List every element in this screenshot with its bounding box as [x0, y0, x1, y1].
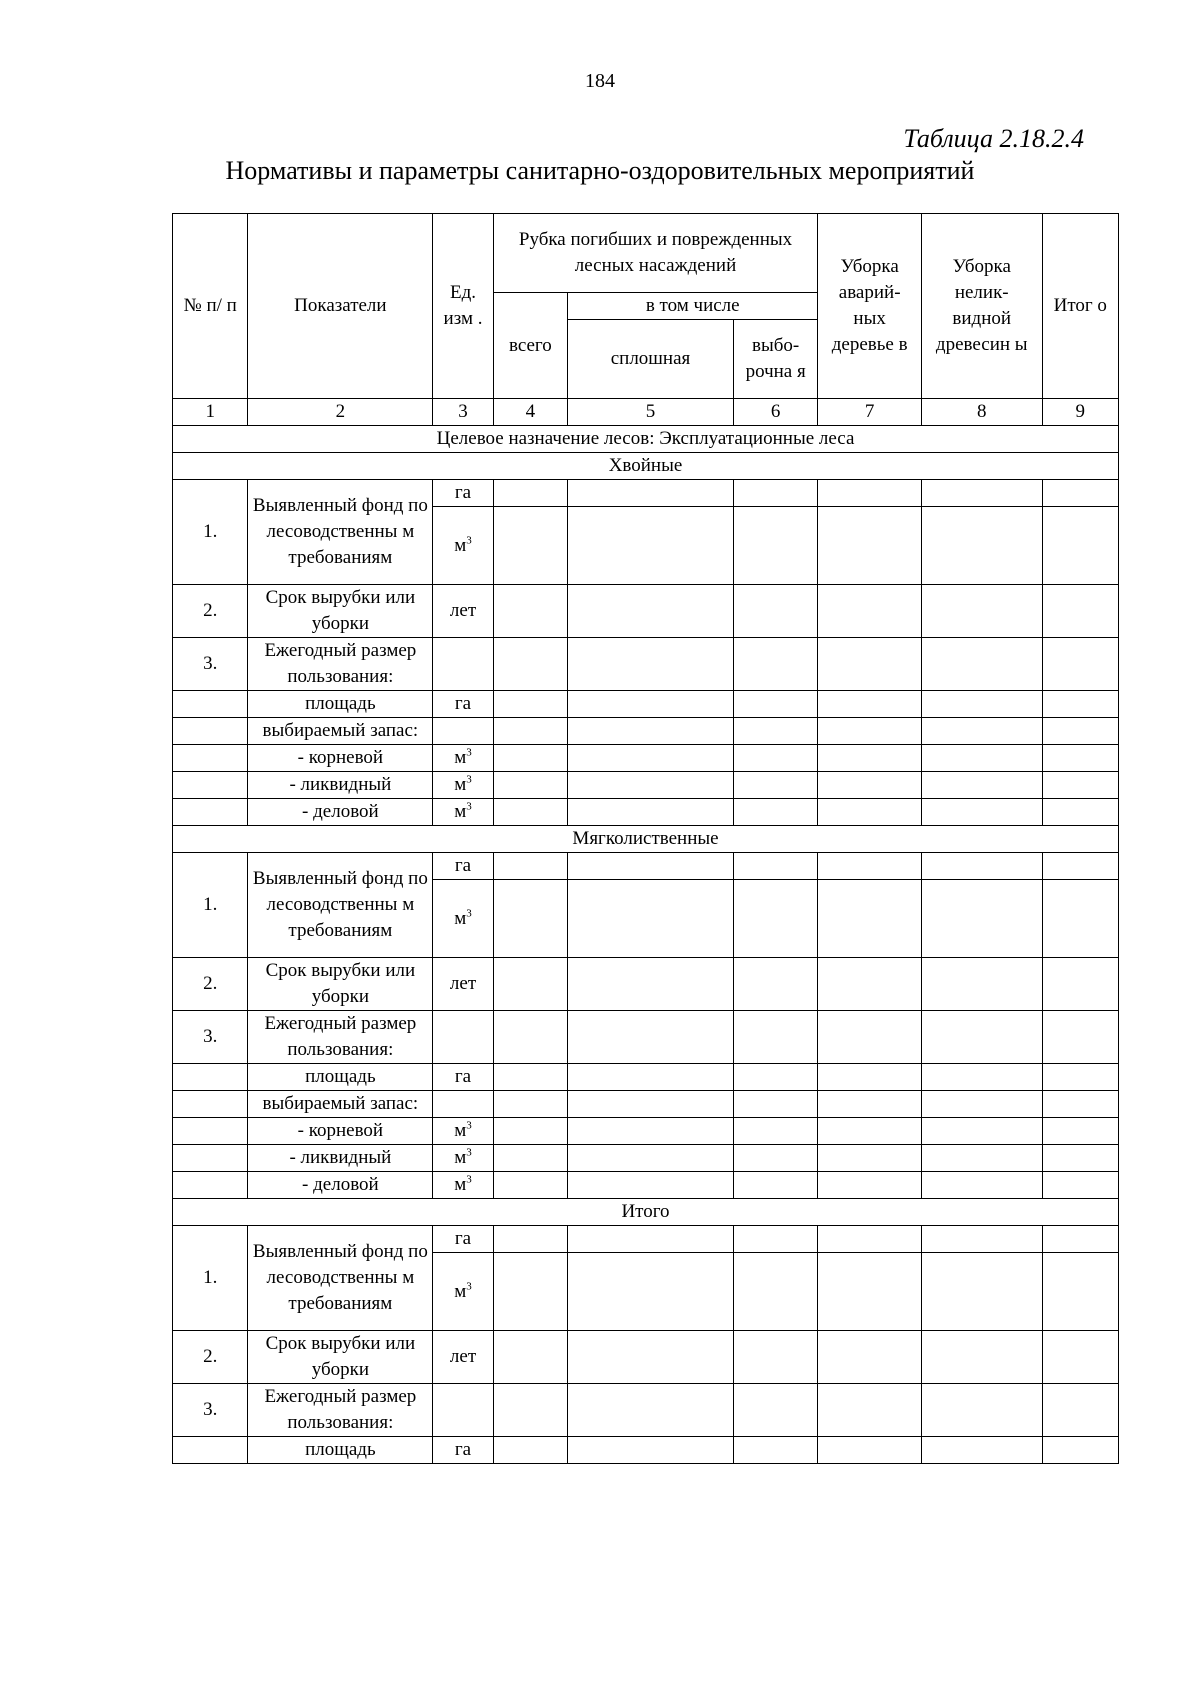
indicator-fund: Выявленный фонд по лесоводственны м требованиям — [248, 480, 433, 585]
header-unit: Ед. изм . — [433, 214, 493, 399]
row-number: 3. — [173, 1011, 248, 1064]
column-number: 8 — [921, 399, 1042, 426]
unit-m3: $м^3$ — [433, 745, 493, 772]
header-no: № п/ п — [173, 214, 248, 399]
row-number: 3. — [173, 1384, 248, 1437]
page-number: 184 — [585, 70, 615, 92]
indicator-area: площадь — [248, 1437, 433, 1464]
column-number: 1 — [173, 399, 248, 426]
column-number: 4 — [493, 399, 567, 426]
indicator-stock: выбираемый запас: — [248, 1091, 433, 1118]
unit-ha: га — [433, 1064, 493, 1091]
purpose-row: Целевое назначение лесов: Эксплуатационные леса — [173, 426, 1119, 453]
indicator-liquid: - ликвидный — [248, 772, 433, 799]
column-number: 3 — [433, 399, 493, 426]
row-number: 3. — [173, 638, 248, 691]
unit-m3: $м^3$ — [433, 507, 493, 585]
indicator-root: - корневой — [248, 745, 433, 772]
section-softwood — [173, 826, 1119, 1199]
column-number: 6 — [733, 399, 817, 426]
indicator-annual: Ежегодный размер пользования: — [248, 638, 433, 691]
header-total-felling: всего — [493, 293, 567, 399]
indicator-fund: Выявленный фонд по лесоводственны м требованиям — [248, 1226, 433, 1331]
indicator-term: Срок вырубки или уборки — [248, 1331, 433, 1384]
header-clear: сплошная — [568, 320, 734, 399]
indicator-annual: Ежегодный размер пользования: — [248, 1384, 433, 1437]
table-label: Таблица 2.18.2.4 — [903, 124, 1084, 153]
section-title: Мягколиственные — [173, 826, 1119, 853]
row-number: 1. — [173, 853, 248, 958]
unit-m3: $м^3$ — [433, 880, 493, 958]
header-cleanup-nonliquid: Уборка нелик- видной древесин ы — [921, 214, 1042, 399]
section-total — [173, 1199, 1119, 1464]
indicator-business: - деловой — [248, 1172, 433, 1199]
unit-m3: $м^3$ — [433, 1253, 493, 1331]
unit-m3: $м^3$ — [433, 772, 493, 799]
norms-table — [172, 213, 1119, 1464]
unit-m3: $м^3$ — [433, 1145, 493, 1172]
unit-m3: $м^3$ — [433, 1118, 493, 1145]
unit-years: лет — [433, 958, 493, 1011]
header-selective: выбо- рочна я — [733, 320, 817, 399]
indicator-fund: Выявленный фонд по лесоводственны м требованиям — [248, 853, 433, 958]
section-title: Итого — [173, 1199, 1119, 1226]
unit-years: лет — [433, 1331, 493, 1384]
table-title: Нормативы и параметры санитарно-оздоровительных мероприятий — [225, 156, 975, 185]
indicator-term: Срок вырубки или уборки — [248, 958, 433, 1011]
indicator-area: площадь — [248, 1064, 433, 1091]
indicator-area: площадь — [248, 691, 433, 718]
indicator-stock: выбираемый запас: — [248, 718, 433, 745]
row-number: 1. — [173, 1226, 248, 1331]
unit-ha: га — [433, 480, 493, 507]
row-number: 2. — [173, 1331, 248, 1384]
unit-ha: га — [433, 1226, 493, 1253]
indicator-term: Срок вырубки или уборки — [248, 585, 433, 638]
column-number: 7 — [818, 399, 922, 426]
header-cleanup-emergency: Уборка аварий- ных деревье в — [818, 214, 922, 399]
unit-ha: га — [433, 691, 493, 718]
column-number: 2 — [248, 399, 433, 426]
section-title: Хвойные — [173, 453, 1119, 480]
unit-ha: га — [433, 853, 493, 880]
column-number: 9 — [1042, 399, 1118, 426]
row-number: 2. — [173, 958, 248, 1011]
header-indicators: Показатели — [248, 214, 433, 399]
unit-ha: га — [433, 1437, 493, 1464]
indicator-business: - деловой — [248, 799, 433, 826]
section-conifers — [173, 453, 1119, 826]
indicator-root: - корневой — [248, 1118, 433, 1145]
row-number: 1. — [173, 480, 248, 585]
indicator-liquid: - ликвидный — [248, 1145, 433, 1172]
row-number: 2. — [173, 585, 248, 638]
header-including: в том числе — [568, 293, 818, 320]
header-felling-group: Рубка погибших и поврежденных лесных насаждений — [493, 214, 818, 293]
unit-m3: $м^3$ — [433, 1172, 493, 1199]
unit-years: лет — [433, 585, 493, 638]
column-number: 5 — [568, 399, 734, 426]
header-total: Итог о — [1042, 214, 1118, 399]
unit-m3: $м^3$ — [433, 799, 493, 826]
indicator-annual: Ежегодный размер пользования: — [248, 1011, 433, 1064]
